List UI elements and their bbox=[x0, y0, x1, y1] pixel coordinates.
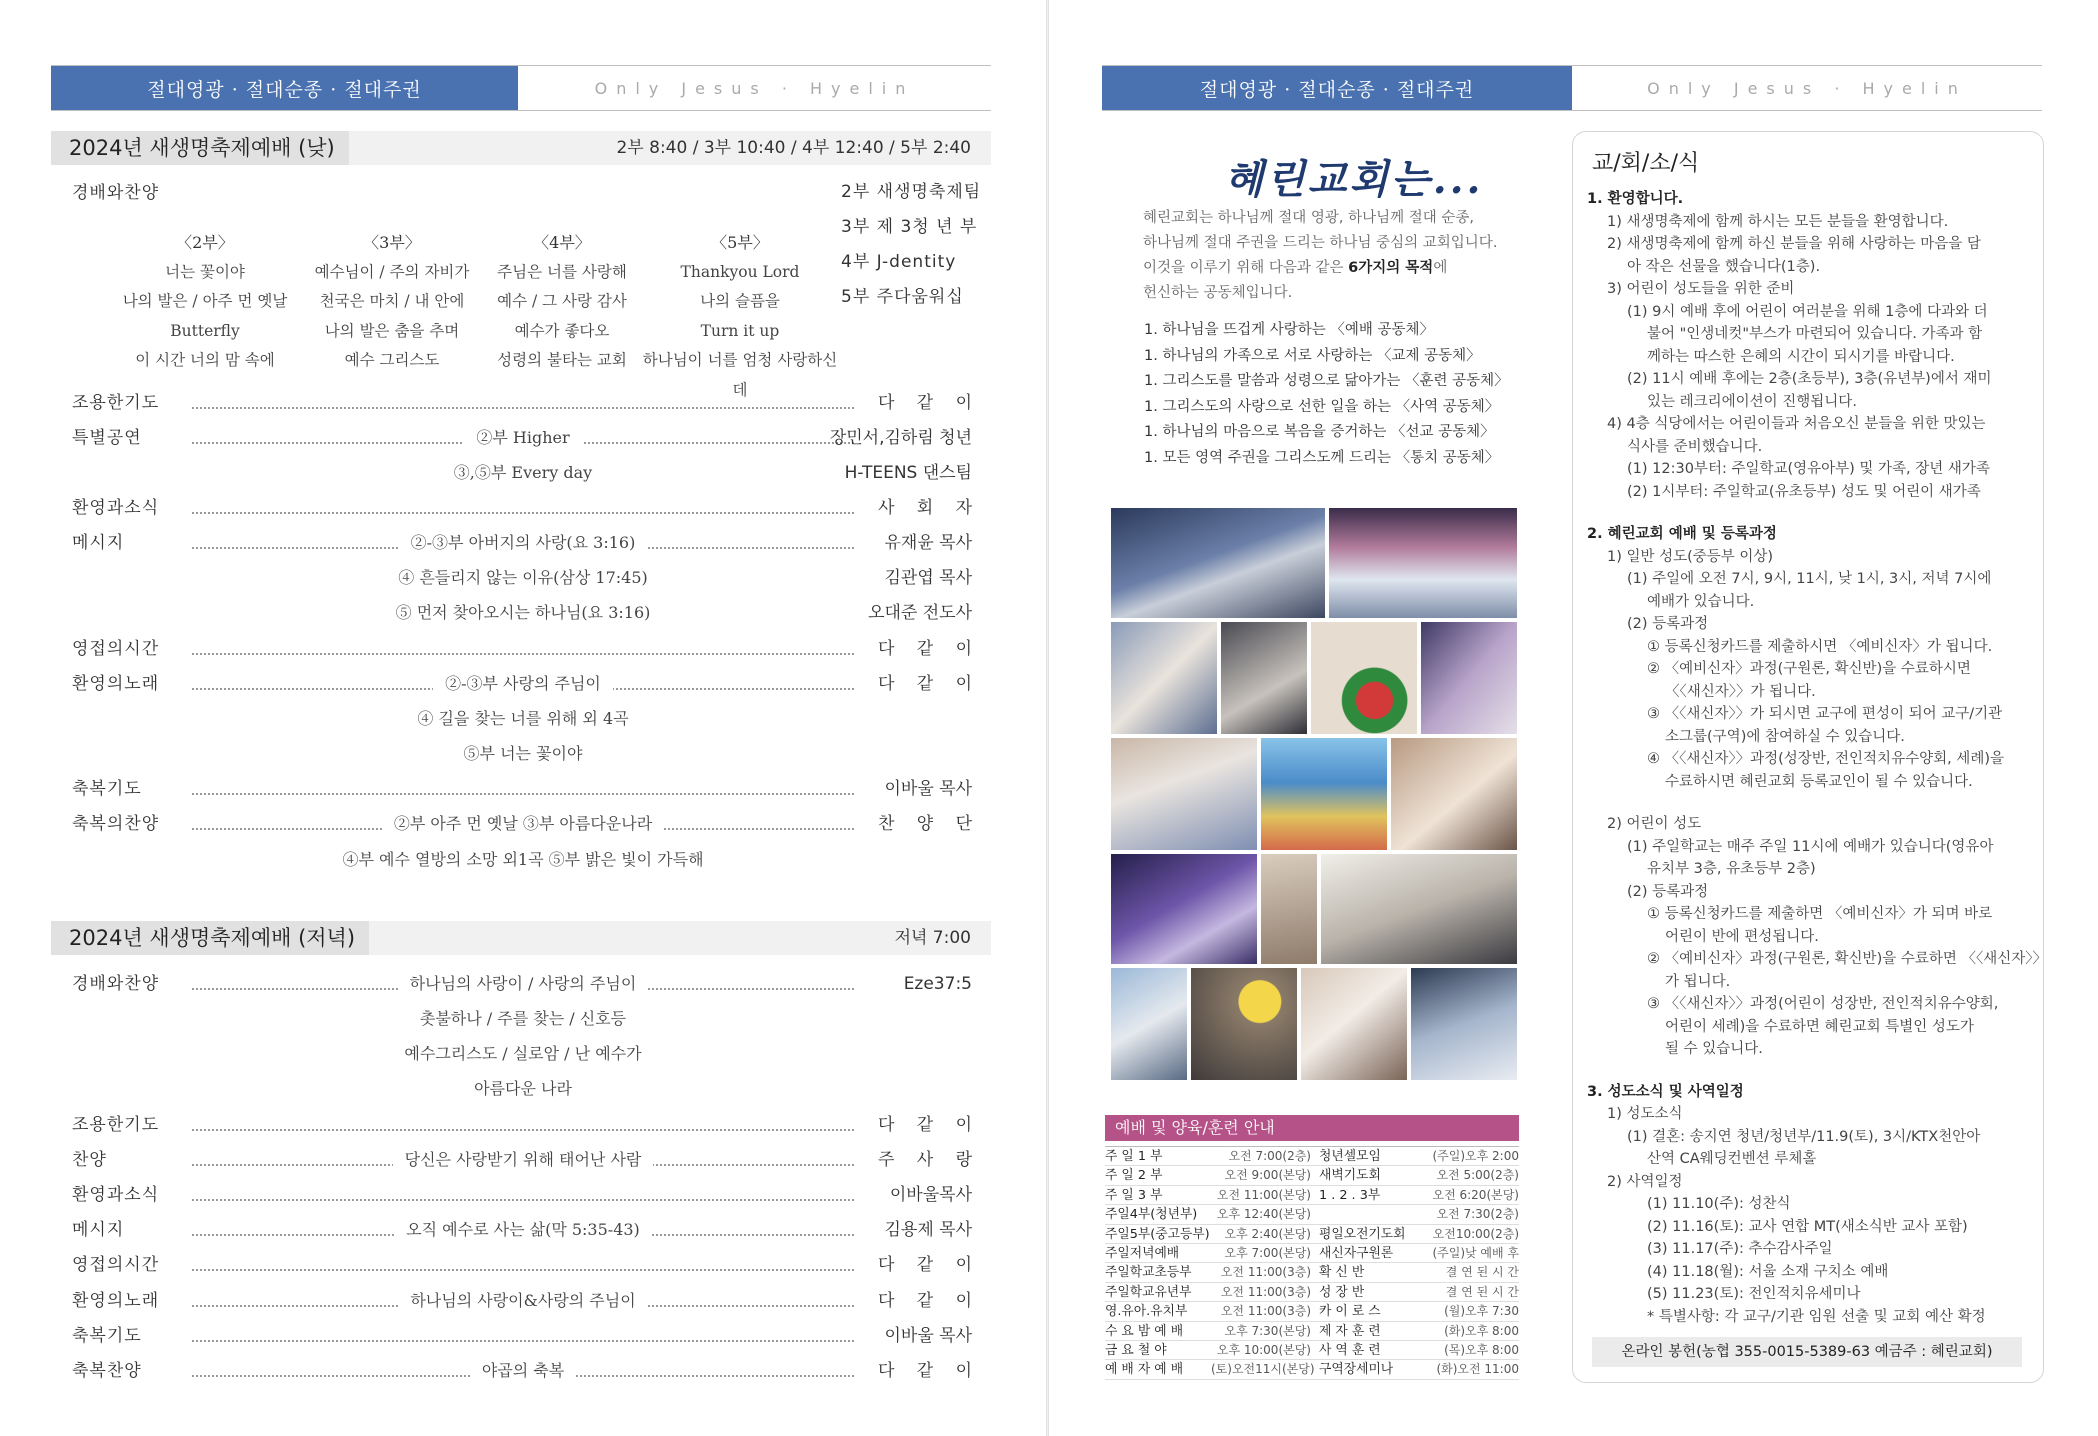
row-label: 영접의시간 bbox=[72, 639, 160, 659]
praise-leader: 3부 제 3청 년 부 bbox=[841, 217, 978, 237]
program-row bbox=[72, 458, 972, 488]
row-content bbox=[192, 528, 854, 558]
schedule-cell: 새신자구원론 bbox=[1319, 1245, 1394, 1261]
bubbles-photo bbox=[1109, 966, 1189, 1082]
schedule-cell: 결 연 된 시 간 bbox=[1445, 1265, 1519, 1280]
leader-dots bbox=[192, 1199, 854, 1201]
schedule-cell: 오후 12:40(본당) bbox=[1216, 1207, 1311, 1222]
page-header bbox=[1102, 65, 2042, 111]
row-content bbox=[192, 1004, 854, 1034]
song: 예수님이 / 주의 자비가 bbox=[314, 262, 470, 281]
row-label: 환영과소식 bbox=[72, 498, 160, 518]
program-row bbox=[72, 845, 972, 875]
news-line: (1) 결혼: 송지연 청년/청년부/11.9(토), 3시/KTX천안아 bbox=[1627, 1128, 1981, 1145]
program-row bbox=[72, 1180, 972, 1210]
row-label: 영접의시간 bbox=[72, 1255, 160, 1275]
row-value: 주 사 랑 bbox=[878, 1150, 972, 1170]
news-line: (2) 11.16(토): 교사 연합 MT(새소식반 교사 포함) bbox=[1647, 1218, 1968, 1235]
online-offering: 온라인 봉헌(농협 355-0015-5389-63 예금주 : 혜린교회) bbox=[1592, 1337, 2022, 1367]
schedule-row bbox=[1105, 1225, 1519, 1244]
schedule-cell: 평일오전기도회 bbox=[1319, 1226, 1406, 1242]
news-line: 예배가 있습니다. bbox=[1647, 593, 1755, 610]
schedule-row bbox=[1105, 1244, 1519, 1263]
choir-stage-photo bbox=[1327, 506, 1519, 620]
purpose-item: 1. 하나님의 마음으로 복음을 증거하는 〈선교 공동체〉 bbox=[1144, 424, 1495, 440]
song: 성령의 불타는 교회 bbox=[497, 351, 627, 369]
program-row bbox=[72, 969, 972, 999]
news-line: (4) 11.18(월): 서울 소재 구치소 예배 bbox=[1647, 1263, 1889, 1280]
praise-leader: 2부 새생명축제팀 bbox=[841, 182, 982, 202]
news-line: 아 작은 선물을 했습니다(1층). bbox=[1627, 258, 1821, 275]
news-line: (5) 11.23(토): 전인적치유세미나 bbox=[1647, 1286, 1861, 1302]
schedule-row bbox=[1105, 1283, 1519, 1302]
row-content-text: ④ 흔들리지 않는 이유(삼상 17:45) bbox=[398, 568, 648, 587]
schedule-row bbox=[1105, 1322, 1519, 1341]
news-line: 께하는 따스한 은혜의 시간이 되시기를 바랍니다. bbox=[1647, 348, 1955, 365]
selfie-photo bbox=[1389, 736, 1519, 852]
intro-line-part: 이것을 이루기 위해 다음과 같은 bbox=[1143, 260, 1349, 276]
news-line: 소그룹(구역)에 참여하실 수 있습니다. bbox=[1665, 728, 1905, 745]
purpose-item: 1. 그리스도를 말씀과 성령으로 닮아가는 〈훈련 공동체〉 bbox=[1144, 373, 1509, 389]
row-content-text: ⑤ 먼저 찾아오시는 하나님(요 3:16) bbox=[395, 603, 651, 622]
church-intro-text bbox=[1143, 206, 1563, 306]
row-content bbox=[192, 739, 854, 769]
program-row bbox=[72, 1004, 972, 1034]
schedule-cell: (화)오후 8:00 bbox=[1444, 1323, 1519, 1338]
song: 나의 발은 / 아주 먼 옛날 bbox=[122, 292, 288, 310]
news-line: (2) 등록과정 bbox=[1627, 883, 1709, 900]
schedule-cell: 제 자 훈 련 bbox=[1319, 1323, 1381, 1339]
day-service-times: 2부 8:40 / 3부 10:40 / 4부 12:40 / 5부 2:40 bbox=[616, 138, 971, 158]
schedule-cell: 사 역 훈 련 bbox=[1319, 1342, 1381, 1358]
program-row bbox=[72, 423, 972, 453]
row-value: 유재윤 목사 bbox=[884, 533, 972, 553]
row-content bbox=[192, 1074, 854, 1104]
row-label: 특별공연 bbox=[72, 428, 142, 448]
schedule-title: 예배 및 양육/훈련 안내 bbox=[1105, 1115, 1519, 1141]
schedule-cell: 오전 5:00(2층) bbox=[1436, 1168, 1519, 1183]
news-line: 3. 성도소식 및 사역일정 bbox=[1587, 1083, 1744, 1100]
row-label: 축복기도 bbox=[72, 779, 142, 799]
row-value: 다 같 이 bbox=[878, 393, 972, 413]
song: 예수 / 그 사랑 감사 bbox=[497, 292, 627, 310]
schedule-cell: 1 . 2 . 3부 bbox=[1319, 1187, 1381, 1203]
news-line: (3) 11.17(주): 추수감사주일 bbox=[1647, 1241, 1833, 1257]
kids-photo bbox=[1259, 852, 1319, 966]
church-intro-title-box bbox=[1144, 148, 1564, 205]
news-line: 4) 4층 식당에서는 어린이들과 처음오신 분들을 위한 맛있는 bbox=[1607, 416, 1986, 432]
row-content bbox=[192, 969, 854, 999]
row-label: 경배와찬양 bbox=[72, 183, 160, 203]
schedule-row bbox=[1105, 1341, 1519, 1360]
row-value: 오대준 전도사 bbox=[868, 603, 972, 623]
news-line: (1) 주일에 오전 7시, 9시, 11시, 낮 1시, 3시, 저녁 7시에 bbox=[1627, 571, 1992, 587]
photo-collage bbox=[1109, 506, 1519, 1082]
schedule-cell: 주 일 1 부 bbox=[1105, 1149, 1163, 1164]
schedule-cell: 오전10:00(2층) bbox=[1432, 1226, 1519, 1241]
row-value: 김용제 목사 bbox=[884, 1220, 972, 1240]
schedule-cell: (화)오전 11:00 bbox=[1436, 1362, 1519, 1377]
outdoor-event-photo bbox=[1259, 736, 1389, 852]
schedule-cell: 오전 11:00(본당) bbox=[1216, 1187, 1311, 1202]
program-row bbox=[72, 704, 972, 734]
leader-dots bbox=[192, 1269, 854, 1271]
leader-dots bbox=[192, 653, 854, 655]
news-line: (1) 11.10(주): 성찬식 bbox=[1647, 1196, 1791, 1212]
leader-dots bbox=[192, 1340, 854, 1342]
row-content bbox=[192, 704, 854, 734]
row-value: Eze37:5 bbox=[903, 974, 972, 994]
schedule-row bbox=[1105, 1302, 1519, 1321]
intro-line: 하나님께 절대 주권을 드리는 하나님 중심의 교회입니다. bbox=[1143, 235, 1498, 251]
leader-dots bbox=[192, 407, 854, 409]
service-heading: 〈5부〉 bbox=[711, 233, 769, 252]
news-line: 2) 새생명축제에 함께 하신 분들을 위해 사랑하는 마음을 담 bbox=[1607, 236, 1981, 252]
program-row bbox=[72, 528, 972, 558]
song: Butterfly bbox=[170, 321, 240, 340]
praise-leader: 5부 주다움워십 bbox=[841, 287, 964, 307]
song: 나의 발은 춤을 추며 bbox=[324, 321, 460, 340]
row-content-text: 아름다운 나라 bbox=[474, 1079, 572, 1098]
row-content bbox=[192, 598, 854, 628]
news-line: 1) 성도소식 bbox=[1607, 1106, 1683, 1122]
news-line: 〈〈새신자〉〉가 됩니다. bbox=[1665, 683, 1816, 700]
schedule-cell: 오후 7:30(본당) bbox=[1224, 1323, 1311, 1338]
row-content bbox=[192, 845, 854, 875]
row-label: 메시지 bbox=[72, 533, 125, 553]
song: 천국은 마치 / 내 안에 bbox=[319, 292, 465, 310]
row-value: 다 같 이 bbox=[878, 1115, 972, 1135]
church-intro-title: 혜린교회는... bbox=[1224, 156, 1484, 203]
news-line: 될 수 있습니다. bbox=[1665, 1041, 1763, 1057]
program-row bbox=[72, 739, 972, 769]
program-row bbox=[72, 809, 972, 839]
schedule-cell: 오전 9:00(본당) bbox=[1224, 1168, 1311, 1183]
motto-banner: 절대영광 · 절대순종 · 절대주권 bbox=[1102, 66, 1572, 110]
news-line: 어린이 반에 편성됩니다. bbox=[1665, 928, 1819, 945]
row-label: 축복의찬양 bbox=[72, 814, 160, 834]
evening-service-title: 2024년 새생명축제예배 (저녁) bbox=[51, 921, 369, 955]
row-content-text: ④ 길을 찾는 너를 위해 외 4곡 bbox=[417, 709, 629, 728]
leader-dots bbox=[192, 1129, 854, 1131]
youth-group-photo bbox=[1109, 620, 1219, 736]
news-line: (2) 11시 예배 후에는 2층(초등부), 3층(유년부)에서 재미 bbox=[1627, 371, 1992, 387]
news-line: * 특별사항: 각 교구/기관 임원 선출 및 교회 예산 확정 bbox=[1647, 1308, 1986, 1325]
news-line: 유치부 3층, 유초등부 2층) bbox=[1647, 861, 1816, 877]
intro-emphasis: 6가지의 목적 bbox=[1348, 260, 1434, 276]
schedule-row bbox=[1105, 1166, 1519, 1185]
row-content-text: 하나님의 사랑이 / 사랑의 주님이 bbox=[398, 974, 649, 993]
right-page bbox=[1049, 0, 2098, 1436]
intro-line-part: 에 bbox=[1433, 260, 1448, 276]
news-line: (2) 1시부터: 주일학교(유초등부) 성도 및 어린이 새가족 bbox=[1627, 483, 1981, 500]
program-row bbox=[72, 774, 972, 804]
schedule-cell: 주일5부(중고등부) bbox=[1105, 1226, 1210, 1242]
schedule-cell: 오후 7:00(본당) bbox=[1224, 1245, 1311, 1260]
row-content-text: 하나님의 사랑이&사랑의 주님이 bbox=[398, 1291, 647, 1310]
schedule-cell: 청년셀모임 bbox=[1319, 1149, 1381, 1164]
schedule-cell: 카 이 로 스 bbox=[1319, 1304, 1381, 1320]
program-row bbox=[72, 598, 972, 628]
news-line: 2) 사역일정 bbox=[1607, 1173, 1683, 1190]
program-row bbox=[72, 1321, 972, 1351]
schedule-cell: (월)오후 7:30 bbox=[1444, 1304, 1519, 1319]
row-content bbox=[192, 1145, 854, 1175]
news-line: 어린이 세례)을 수료하면 혜린교회 특별인 성도가 bbox=[1665, 1018, 1974, 1035]
evening-service-header bbox=[51, 921, 991, 955]
schedule-cell: 주일저녁예배 bbox=[1105, 1245, 1180, 1261]
row-content bbox=[192, 669, 854, 699]
news-line: 2) 어린이 성도 bbox=[1607, 816, 1702, 832]
schedule-table bbox=[1105, 1146, 1519, 1380]
page-header bbox=[51, 65, 991, 111]
row-label: 축복찬양 bbox=[72, 1361, 142, 1381]
row-label: 찬양 bbox=[72, 1150, 107, 1170]
schedule-cell: 주일학교유년부 bbox=[1105, 1284, 1192, 1300]
song: Thankyou Lord bbox=[680, 262, 800, 281]
program-row bbox=[72, 1039, 972, 1069]
schedule-row bbox=[1105, 1186, 1519, 1205]
leader-dots bbox=[192, 512, 854, 514]
row-value: 다 같 이 bbox=[878, 1255, 972, 1275]
performer-photo bbox=[1409, 966, 1519, 1082]
row-content bbox=[192, 563, 854, 593]
schedule-cell: 오전 11:00(3층) bbox=[1220, 1304, 1311, 1319]
schedule-cell: (주일)오후 2:00 bbox=[1432, 1149, 1519, 1163]
row-content-text: 촛불하나 / 주를 찾는 / 신호등 bbox=[419, 1009, 627, 1028]
day-service-header bbox=[51, 131, 991, 165]
purpose-item: 1. 그리스도의 사랑으로 선한 일을 하는 〈사역 공동체〉 bbox=[1144, 398, 1500, 415]
row-value: 이바울 목사 bbox=[884, 779, 972, 799]
row-value: 이바울 목사 bbox=[884, 1326, 972, 1346]
news-line: ① 등록신청카드를 제출하면 〈예비신자〉가 되며 바로 bbox=[1647, 906, 1993, 922]
row-label: 축복기도 bbox=[72, 1326, 142, 1346]
purpose-item: 1. 하나님을 뜨겁게 사랑하는 〈예배 공동체〉 bbox=[1144, 322, 1434, 338]
program-row bbox=[72, 388, 972, 418]
children-photo bbox=[1299, 966, 1409, 1082]
schedule-cell: 성 장 반 bbox=[1319, 1284, 1365, 1300]
song: 나의 슬픔을 bbox=[700, 292, 780, 310]
header-subtitle: Only Jesus · Hyelin bbox=[594, 78, 915, 98]
schedule-cell: 구역장세미나 bbox=[1319, 1362, 1394, 1378]
row-value: 찬 양 단 bbox=[878, 814, 972, 834]
news-line: (1) 12:30부터: 주일학교(영유아부) 및 가족, 장년 새가족 bbox=[1627, 461, 1990, 477]
row-value: 김관엽 목사 bbox=[884, 568, 972, 588]
program-row bbox=[72, 1215, 972, 1245]
praise-row bbox=[72, 178, 972, 208]
schedule-cell: 새벽기도회 bbox=[1319, 1168, 1381, 1184]
schedule-cell: 금 요 철 야 bbox=[1105, 1342, 1167, 1358]
schedule-cell: 확 신 반 bbox=[1319, 1265, 1365, 1281]
news-line: ③ 〈〈새신자〉〉과정(어린이 성장반, 전인적치유수양회, bbox=[1647, 996, 1999, 1012]
praise-leader: 4부 J-dentity bbox=[841, 252, 957, 272]
program-row bbox=[72, 563, 972, 593]
row-content bbox=[192, 458, 854, 488]
schedule-row bbox=[1105, 1263, 1519, 1282]
balloon-photo bbox=[1189, 966, 1299, 1082]
service-heading: 〈3부〉 bbox=[363, 233, 421, 252]
schedule-cell: 오전 11:00(3층) bbox=[1220, 1265, 1311, 1280]
row-content bbox=[192, 1356, 854, 1386]
fellowship-photo bbox=[1109, 736, 1259, 852]
schedule-cell: 주일4부(청년부) bbox=[1105, 1207, 1198, 1223]
row-content-text: ②부 Higher bbox=[464, 428, 581, 447]
news-line: ④ 〈〈새신자〉〉과정(성장반, 전인적치유수양회, 세례)을 bbox=[1647, 751, 2004, 767]
row-label: 조용한기도 bbox=[72, 393, 160, 413]
program-row bbox=[72, 669, 972, 699]
worship-hall-photo bbox=[1109, 506, 1327, 620]
song: 너는 꽃이야 bbox=[165, 262, 245, 281]
news-line: ③ 〈〈새신자〉〉가 되시면 교구에 편성이 되어 교구/기관 bbox=[1647, 706, 2003, 722]
row-label: 환영과소식 bbox=[72, 1185, 160, 1205]
schedule-cell: 오후 2:40(본당) bbox=[1224, 1226, 1311, 1241]
service-4-songs bbox=[462, 228, 662, 376]
row-content-text: 야곱의 축복 bbox=[470, 1361, 576, 1380]
song: 예수 그리스도 bbox=[344, 351, 440, 369]
row-content-text: ②-③부 아버지의 사랑(요 3:16) bbox=[399, 533, 648, 552]
song: Turn it up bbox=[700, 321, 780, 340]
schedule-cell: 수 요 밤 예 배 bbox=[1105, 1323, 1184, 1339]
schedule-cell: 오전 11:00(3층) bbox=[1220, 1284, 1311, 1299]
row-content bbox=[192, 1286, 854, 1316]
row-content-text: ②-③부 사랑의 주님이 bbox=[433, 674, 613, 693]
header-subtitle: Only Jesus · Hyelin bbox=[1647, 78, 1967, 98]
intro-line: 혜린교회는 하나님께 절대 영광, 하나님께 절대 순종, bbox=[1143, 210, 1475, 226]
news-line: 있는 레크리에이션이 진행됩니다. bbox=[1647, 393, 1857, 410]
leader-dots bbox=[192, 793, 854, 795]
news-line: 1) 일반 성도(중등부 이상) bbox=[1607, 548, 1774, 565]
song: 이 시간 너의 맘 속에 bbox=[135, 351, 275, 369]
row-content-text: ⑤부 너는 꽃이야 bbox=[463, 744, 583, 763]
motto-banner: 절대영광 · 절대순종 · 절대주권 bbox=[51, 66, 518, 110]
schedule-cell: 오전 7:30(2층) bbox=[1436, 1207, 1519, 1222]
schedule-row bbox=[1105, 1360, 1519, 1379]
news-line: 불어 "인생네컷"부스가 마련되어 있습니다. 가족과 함 bbox=[1647, 326, 1983, 342]
news-line: (2) 등록과정 bbox=[1627, 616, 1709, 632]
day-service-title: 2024년 새생명축제예배 (낮) bbox=[51, 131, 349, 165]
christmas-photo bbox=[1309, 620, 1419, 736]
schedule-cell: 주 일 3 부 bbox=[1105, 1187, 1163, 1203]
left-page bbox=[0, 0, 1046, 1436]
program-row bbox=[72, 1356, 972, 1386]
program-row bbox=[72, 1074, 972, 1104]
purpose-item: 1. 하나님의 가족으로 서로 사랑하는 〈교제 공동체〉 bbox=[1144, 347, 1481, 364]
group-photo bbox=[1319, 852, 1519, 966]
hands-photo bbox=[1419, 620, 1519, 736]
schedule-cell: 주일학교초등부 bbox=[1105, 1265, 1192, 1281]
schedule-cell: 오전 7:00(2층) bbox=[1228, 1149, 1311, 1163]
service-5-songs bbox=[640, 228, 840, 405]
schedule-cell: 결 연 된 시 간 bbox=[1445, 1284, 1519, 1299]
news-line: 식사를 준비했습니다. bbox=[1627, 438, 1763, 455]
program-row bbox=[72, 1145, 972, 1175]
row-label: 메시지 bbox=[72, 1220, 125, 1240]
schedule-cell: 주 일 2 부 bbox=[1105, 1168, 1163, 1184]
news-line: 2. 혜린교회 예배 및 등록과정 bbox=[1587, 526, 1777, 542]
row-content bbox=[192, 1215, 854, 1245]
intro-line: 헌신하는 공동체입니다. bbox=[1143, 285, 1293, 301]
row-content bbox=[192, 1039, 854, 1069]
row-content-text: ④부 예수 열방의 소망 외1곡 ⑤부 밝은 빛이 가득해 bbox=[342, 850, 704, 869]
row-value: H-TEENS 댄스팀 bbox=[844, 463, 972, 483]
schedule-row bbox=[1105, 1147, 1519, 1166]
row-value: 다 같 이 bbox=[878, 639, 972, 659]
row-content-text: ②부 아주 먼 옛날 ③부 아름다운나라 bbox=[382, 814, 664, 833]
row-value: 장민서,김하림 청년 bbox=[829, 428, 972, 448]
row-label: 경배와찬양 bbox=[72, 974, 160, 994]
news-line: 가 됩니다. bbox=[1665, 973, 1731, 990]
program-row bbox=[72, 1250, 972, 1280]
friends-photo bbox=[1219, 620, 1309, 736]
evening-service-times: 저녁 7:00 bbox=[894, 928, 971, 948]
program-row bbox=[72, 1286, 972, 1316]
row-content bbox=[192, 423, 854, 453]
news-line: ② 〈예비신자〉과정(구원론, 확신반)을 수료하시면 bbox=[1647, 661, 1971, 677]
church-purposes bbox=[1144, 318, 1509, 471]
news-line: 수료하시면 혜린교회 등록교인이 될 수 있습니다. bbox=[1665, 773, 1973, 790]
news-line: ② 〈예비신자〉과정(구원론, 확신반)을 수료하면 〈〈새신자〉〉 bbox=[1647, 951, 2047, 967]
schedule-cell: (목)오후 8:00 bbox=[1444, 1342, 1519, 1357]
news-line: ① 등록신청카드를 제출하시면 〈예비신자〉가 됩니다. bbox=[1647, 638, 1993, 655]
news-line: 1. 환영합니다. bbox=[1587, 191, 1684, 207]
row-label: 환영의노래 bbox=[72, 674, 160, 694]
news-line: (1) 9시 예배 후에 어린이 여러분을 위해 1층에 다과와 더 bbox=[1627, 303, 1988, 320]
service-heading: 〈4부〉 bbox=[533, 233, 591, 252]
news-line: 3) 어린이 성도들을 위한 준비 bbox=[1607, 281, 1795, 297]
row-content bbox=[192, 809, 854, 839]
purpose-item: 1. 모든 영역 주권을 그리스도께 드리는 〈통치 공동체〉 bbox=[1144, 449, 1500, 466]
row-content-text: 예수그리스도 / 실로암 / 난 예수가 bbox=[404, 1044, 642, 1063]
row-content-text: ③,⑤부 Every day bbox=[453, 463, 593, 482]
schedule-cell: 영.유아.유치부 bbox=[1105, 1304, 1188, 1320]
row-value: 이바울목사 bbox=[889, 1185, 972, 1205]
news-line: 1) 새생명축제에 함께 하시는 모든 분들을 환영합니다. bbox=[1607, 213, 1949, 230]
row-value: 다 같 이 bbox=[878, 1361, 972, 1381]
song: 하나님이 너를 엄청 사랑하신데 bbox=[642, 351, 838, 399]
news-line: (1) 주일학교는 매주 주일 11시에 예배가 있습니다(영유아 bbox=[1627, 838, 1994, 855]
row-value: 다 같 이 bbox=[878, 1291, 972, 1311]
row-value: 다 같 이 bbox=[878, 674, 972, 694]
service-2-songs bbox=[105, 228, 305, 376]
news-line: 산역 CA웨딩컨벤션 루체홀 bbox=[1647, 1151, 1817, 1167]
news-body bbox=[1587, 188, 2047, 1328]
row-label: 조용한기도 bbox=[72, 1115, 160, 1135]
row-label: 환영의노래 bbox=[72, 1291, 160, 1311]
schedule-row bbox=[1105, 1205, 1519, 1224]
program-row bbox=[72, 1110, 972, 1140]
schedule-cell: 오전 6:20(본당) bbox=[1432, 1187, 1519, 1202]
schedule-cell: (주일)낮 예배 후 bbox=[1432, 1245, 1519, 1260]
service-heading: 〈2부〉 bbox=[176, 233, 234, 252]
intro-line bbox=[1143, 256, 1563, 281]
program-row bbox=[72, 493, 972, 523]
praise-leaders bbox=[841, 175, 981, 315]
row-content-text: 당신은 사랑받기 위해 태어난 사람 bbox=[393, 1150, 654, 1169]
concert-lights-photo bbox=[1109, 852, 1259, 966]
row-value: 사 회 자 bbox=[878, 498, 972, 518]
schedule-cell: 예 배 자 예 배 bbox=[1105, 1362, 1184, 1378]
song: 예수가 좋다오 bbox=[514, 321, 610, 340]
program-row bbox=[72, 634, 972, 664]
row-content-text: 오직 예수로 사는 삶(막 5:35-43) bbox=[394, 1220, 652, 1239]
news-title: 교/회/소/식 bbox=[1592, 151, 1700, 176]
schedule-cell: 오후 10:00(본당) bbox=[1216, 1342, 1311, 1357]
song: 주님은 너를 사랑해 bbox=[497, 262, 627, 281]
schedule-cell: (토)오전11시(본당) bbox=[1211, 1362, 1315, 1377]
